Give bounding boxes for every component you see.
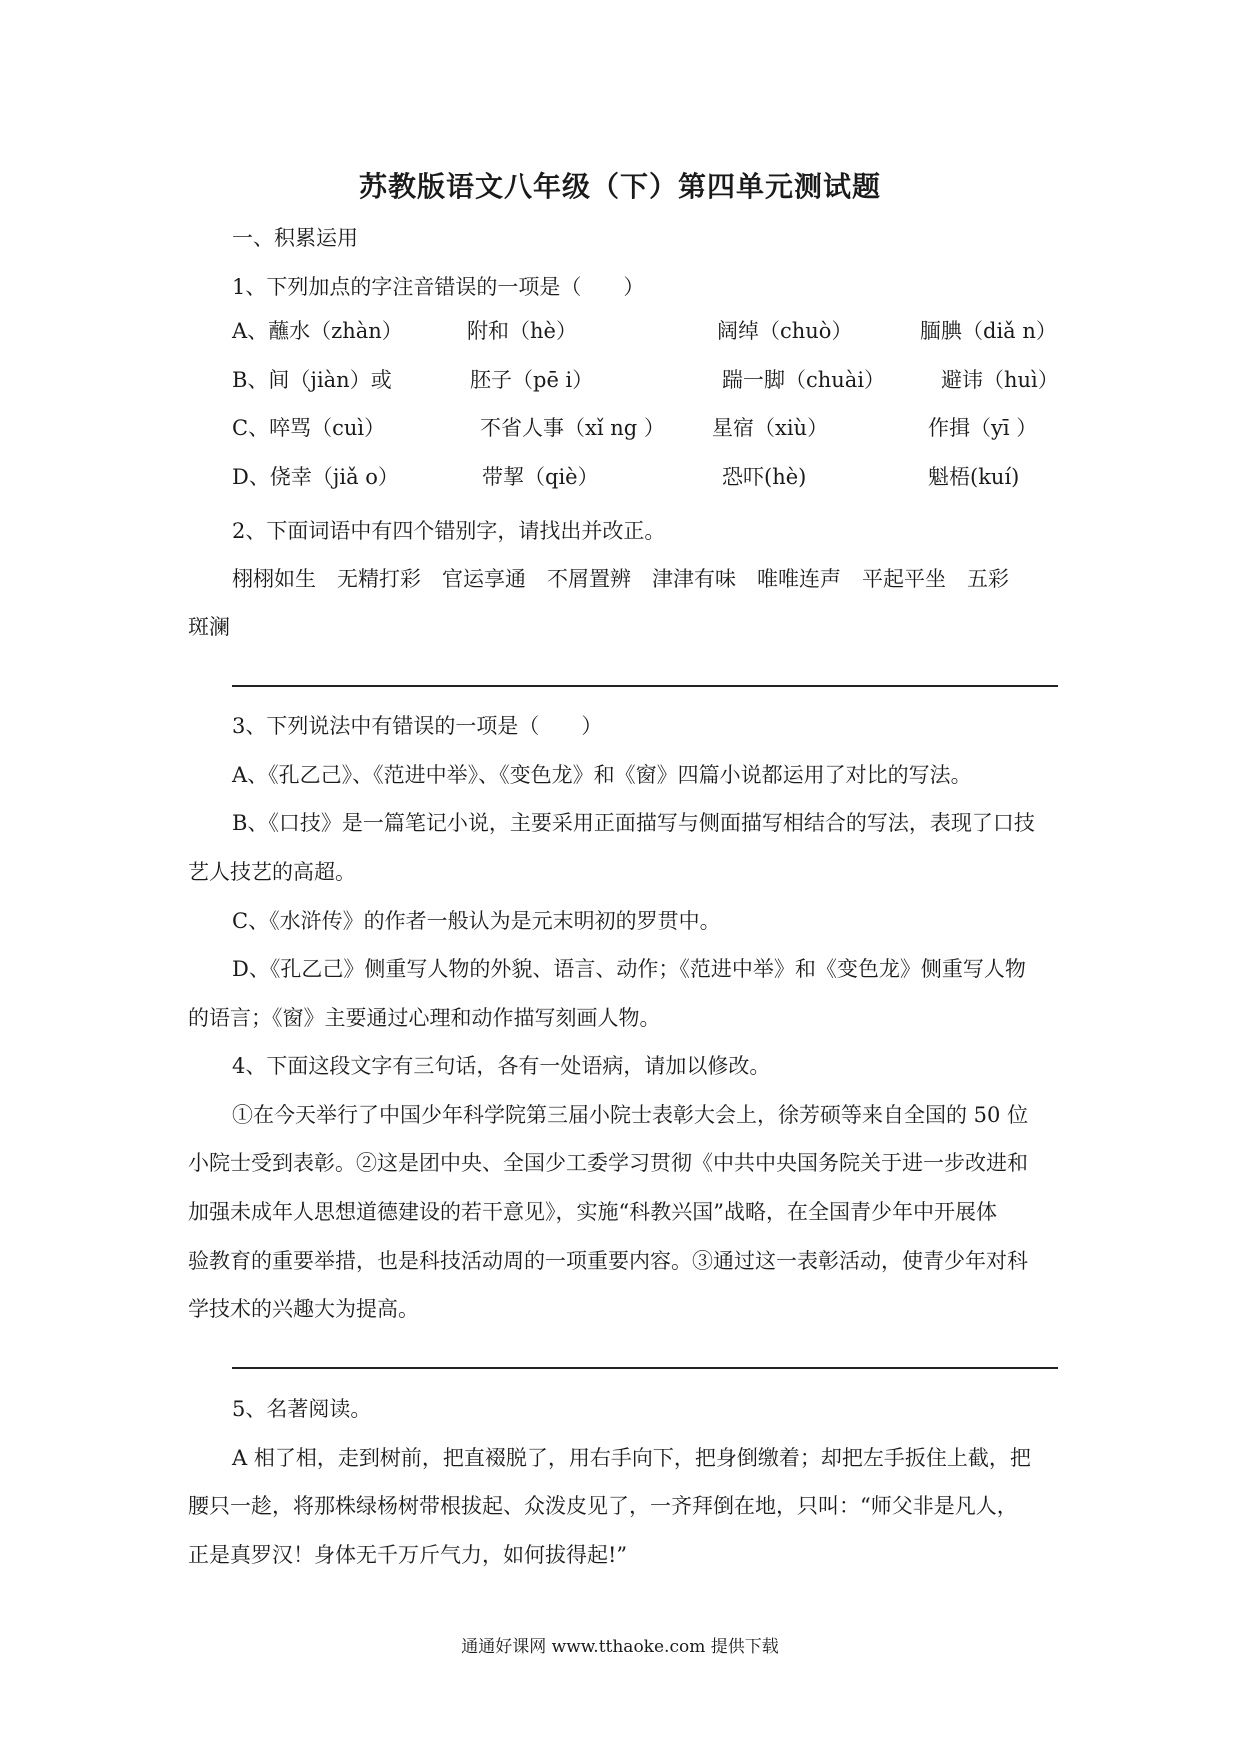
question-3-option-b-cont: 艺人技艺的高超。: [188, 860, 356, 884]
question-2-words: 栩栩如生 无精打彩 官运享通 不屑置辨 津津有味 唯唯连声 平起平坐 五彩: [232, 567, 1009, 591]
question-1-stem: 1、下列加点的字注音错误的一项是（ ）: [232, 275, 645, 299]
question-5-passage-line3: 正是真罗汉！身体无千万斤气力，如何拔得起!”: [188, 1543, 628, 1567]
question-4-stem: 4、下面这段文字有三句话，各有一处语病，请加以修改。: [232, 1054, 771, 1078]
question-2-words-cont: 斑澜: [188, 615, 230, 639]
q1-option-b-item2: 胚子（pē i）: [470, 368, 594, 392]
q1-option-c-item2: 不省人事（xǐ ng ）: [480, 416, 665, 440]
q1-option-c-item1: C、啐骂（cuì）: [232, 416, 386, 440]
question-3-stem: 3、下列说法中有错误的一项是（ ）: [232, 714, 603, 738]
question-4-paragraph-line3: 加强未成年人思想道德建设的若干意见》，实施“科教兴国”战略，在全国青少年中开展体: [188, 1200, 997, 1224]
q1-option-b-item4: 避讳（huì）: [941, 368, 1059, 392]
q1-option-c-item4: 作揖（yī ）: [928, 416, 1038, 440]
question-4-paragraph: ①在今天举行了中国少年科学院第三届小院士表彰大会上，徐芳硕等来自全国的 50 位: [232, 1103, 1029, 1127]
q1-option-b-item3: 踹一脚（chuài）: [722, 368, 886, 392]
question-5-passage-line2: 腰只一趁，将那株绿杨树带根拔起、众泼皮见了，一齐拜倒在地，只叫：“师父非是凡人，: [188, 1494, 1018, 1518]
section-heading: 一、积累运用: [232, 226, 358, 250]
q1-option-a-item2: 附和（hè）: [467, 319, 577, 343]
q1-option-d-item1: D、侥幸（jiǎ o）: [232, 465, 399, 489]
question-3-option-a: A、《孔乙己》、《范进中举》、《变色龙》和《窗》四篇小说都运用了对比的写法。: [232, 763, 972, 787]
answer-line: [232, 685, 1058, 687]
question-3-option-d-cont: 的语言；《窗》主要通过心理和动作描写刻画人物。: [188, 1006, 661, 1030]
q1-option-a-item1: A、蘸水（zhàn）: [232, 319, 403, 343]
q1-option-a-item3: 阔绰（chuò）: [717, 319, 853, 343]
q1-option-d-item3: 恐吓(hè): [722, 465, 807, 489]
question-4-paragraph-line2: 小院士受到表彰。②这是团中央、全国少工委学习贯彻《中共中央国务院关于进一步改进和: [188, 1151, 1028, 1175]
question-2-stem: 2、下面词语中有四个错别字，请找出并改正。: [232, 519, 666, 543]
page-footer: 通通好课网 www.tthaoke.com 提供下载: [461, 1637, 779, 1657]
question-3-option-d: D、《孔乙己》侧重写人物的外貌、语言、动作；《范进中举》和《变色龙》侧重写人物: [232, 957, 1026, 981]
page-title: 苏教版语文八年级（下）第四单元测试题: [358, 170, 881, 203]
q1-option-c-item3: 星宿（xiù）: [712, 416, 829, 440]
q1-option-b-item1: B、间（jiàn）或: [232, 368, 392, 392]
question-4-paragraph-line5: 学技术的兴趣大为提高。: [188, 1297, 419, 1321]
question-3-option-c: C、《水浒传》的作者一般认为是元末明初的罗贯中。: [232, 909, 721, 933]
question-4-paragraph-line4: 验教育的重要举措，也是科技活动周的一项重要内容。③通过这一表彰活动，使青少年对科: [188, 1249, 1028, 1273]
question-3-option-b: B、《口技》是一篇笔记小说，主要采用正面描写与侧面描写相结合的写法，表现了口技: [232, 811, 1035, 835]
q1-option-a-item4: 腼腆（diǎ n）: [920, 319, 1057, 343]
question-5-passage: A 相了相，走到树前，把直裰脱了，用右手向下，把身倒缴着；却把左手扳住上截，把: [232, 1446, 1031, 1470]
q1-option-d-item4: 魁梧(kuí): [928, 465, 1020, 489]
question-5-stem: 5、名著阅读。: [232, 1397, 372, 1421]
answer-line: [232, 1367, 1058, 1369]
q1-option-d-item2: 带挈（qiè）: [482, 465, 599, 489]
